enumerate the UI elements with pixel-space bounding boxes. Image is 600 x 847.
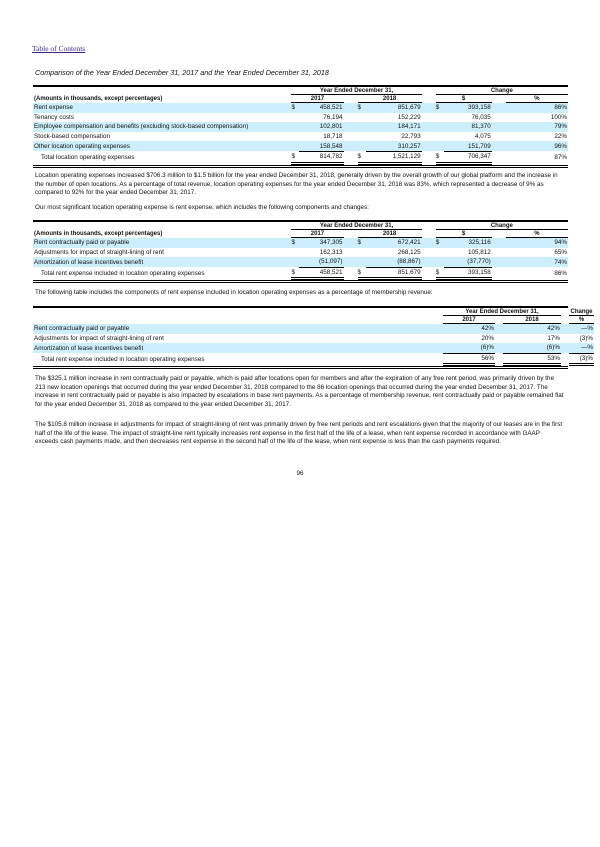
spacer	[492, 103, 506, 113]
currency-symbol	[436, 257, 444, 267]
value-2018: 152,229	[397, 113, 421, 121]
value-pct-change: 65%	[554, 248, 567, 256]
spacer	[495, 324, 503, 334]
col-2017: 2017	[291, 230, 343, 238]
spacer	[435, 324, 443, 334]
col-2018: 2018	[358, 95, 422, 103]
col-2018: 2018	[503, 316, 561, 324]
spacer	[495, 334, 503, 344]
value-pct-change: 79%	[506, 122, 568, 132]
spacer	[492, 151, 506, 163]
spacer	[492, 230, 506, 238]
table-row	[33, 103, 568, 113]
value-change: 325,116	[444, 238, 492, 248]
spacer	[422, 132, 436, 142]
spacer	[492, 257, 506, 267]
header-row	[33, 308, 594, 316]
value-2018: 22,793	[401, 133, 421, 141]
rent-percentage-table	[33, 306, 593, 369]
currency-symbol	[358, 122, 366, 132]
col-pct-change: %	[506, 230, 568, 238]
paragraph-percentage-intro: The following table includes the components of rent expense included in location operating expenses as a percentage of membership revenue:	[35, 289, 433, 296]
value-2017: 347,305	[299, 238, 343, 248]
spacer	[492, 267, 506, 279]
spacer	[33, 316, 435, 324]
value-change: 393,158	[444, 267, 492, 279]
currency-symbol	[291, 122, 299, 132]
currency-symbol	[291, 132, 299, 142]
location-operating-expenses-table	[33, 85, 568, 168]
spacer	[495, 353, 503, 365]
spacer	[492, 122, 506, 132]
section-heading: Comparison of the Year Ended December 31, 2017 and the Year Ended December 31, 2018	[35, 68, 329, 77]
value-2018: 184,171	[366, 122, 422, 132]
total-row	[33, 267, 568, 279]
currency-symbol: $	[358, 151, 366, 163]
rent-expense-table	[33, 220, 568, 283]
spacer	[422, 222, 436, 230]
value-pct-change: 87%	[554, 153, 567, 161]
currency-symbol: $	[358, 103, 366, 113]
row-label: Employee compensation and benefits (excluding stock-based compensation)	[33, 122, 291, 132]
spacer	[561, 324, 569, 334]
row-label: Rent expense	[33, 103, 291, 113]
spacer	[344, 103, 358, 113]
value-2017: 18,718	[323, 133, 343, 141]
paragraph-rent-intro: Our most significant location operating expense is rent expense, which includes the following components and changes:	[35, 204, 369, 211]
value-2018: 268,125	[397, 248, 421, 256]
change-header: Change	[436, 222, 568, 230]
spacer	[344, 257, 358, 267]
value-pct-change: (3)%	[579, 334, 593, 342]
change-header: Change	[570, 308, 593, 315]
paragraph-location-expenses: Location operating expenses increased $706.3 million to $1.5 billion for the year ended December 31, 2018, generally driven by the overall growth of our global platform and the increase in the number of open locations. As a percentage of total revenue, location operating expenses for the year ended December 31, 2018 was 83%, which represented a decrease of 9% as compared to 92% for the year ended December 31, 2017.	[35, 172, 558, 197]
value-2017: 814,782	[299, 151, 343, 163]
col-pct-change: %	[506, 95, 568, 103]
spacer	[435, 343, 443, 353]
table-row	[33, 324, 594, 334]
table-row	[33, 113, 568, 123]
spacer	[561, 316, 569, 324]
paragraph-straight-lining: The $105.8 million increase in adjustments for impact of straight-lining of rent was primarily driven by free rent periods and rent escalations given that the majority of our leases are in the first half of the life of the lease. The impact of straight-line rent typically increases rent expense in the first half of the life of a lease, when rent expense recorded in accordance with GAAP exceeds cash payments made, and then decreases rent expense in the second half of the life of the lease, when rent expense is less than the cash payments required.	[35, 421, 563, 446]
currency-symbol: $	[291, 151, 299, 163]
value-2018: 310,257	[366, 141, 422, 151]
amounts-label: (Amounts in thousands, except percentages)	[34, 95, 163, 102]
table-row	[33, 238, 568, 248]
spacer	[492, 141, 506, 151]
value-2018: 53%	[503, 353, 561, 365]
header-row	[33, 316, 594, 324]
spacer	[492, 238, 506, 248]
value-change: 81,370	[444, 122, 492, 132]
currency-symbol	[291, 248, 299, 258]
year-ended-header: Year Ended December 31,	[291, 222, 421, 230]
value-change: 76,035	[471, 113, 491, 121]
value-pct-change: 74%	[506, 257, 568, 267]
change-header: Change	[436, 87, 568, 95]
row-label: Amortization of lease incentives benefit	[33, 257, 291, 267]
table-row	[33, 122, 568, 132]
value-pct-change: (3)%	[569, 353, 594, 365]
currency-symbol	[436, 141, 444, 151]
value-change: 151,709	[444, 141, 492, 151]
col-2017: 2017	[291, 95, 343, 103]
value-2018: 42%	[503, 324, 561, 334]
currency-symbol: $	[436, 267, 444, 279]
spacer	[561, 308, 569, 316]
spacer	[492, 95, 506, 103]
spacer	[422, 151, 436, 163]
value-2018: (88,867)	[366, 257, 422, 267]
header-row	[33, 230, 568, 238]
currency-symbol	[291, 113, 299, 123]
value-2017: 56%	[443, 353, 495, 365]
paragraph-rent-contractual: The $325.1 million increase in rent contractually paid or payable, which is paid after locations open for members and after the expiration of any free rent period, was primarily driven by the 213 new location openings that occurred during the year ended December 31, 2018 compared to the 86 location openings that occurred during the year ended December 31, 2017. The increase in rent contractually paid or payable is also impacted by escalations in base rent payments. As a percentage of membership revenue, rent contractually paid or payable remained flat for the year ended December 31, 2018 as compared to the year ended December 31, 2017.	[35, 375, 564, 408]
value-pct-change: 94%	[506, 238, 568, 248]
value-2017: 42%	[443, 324, 495, 334]
currency-symbol: $	[436, 238, 444, 248]
row-label: Rent contractually paid or payable	[33, 324, 435, 334]
col-dollar-change: $	[436, 95, 492, 103]
row-label: Total rent expense included in location operating expenses	[41, 269, 205, 277]
col-dollar-change: $	[436, 230, 492, 238]
spacer	[492, 248, 506, 258]
row-label: Total rent expense included in location operating expenses	[41, 355, 205, 363]
spacer	[495, 343, 503, 353]
value-2017: 162,313	[319, 248, 343, 256]
value-change: 105,812	[468, 248, 491, 256]
row-label: Total location operating expenses	[41, 153, 135, 161]
currency-symbol	[436, 132, 444, 142]
spacer	[344, 267, 358, 279]
currency-symbol	[358, 141, 366, 151]
value-pct-change: 86%	[506, 103, 568, 113]
row-label: Other location operating expenses	[33, 141, 291, 151]
value-2017: (51,097)	[299, 257, 343, 267]
spacer	[344, 141, 358, 151]
value-2017: 458,521	[299, 267, 343, 279]
spacer	[344, 95, 358, 103]
currency-symbol: $	[291, 103, 299, 113]
value-2018: 672,421	[366, 238, 422, 248]
spacer	[435, 308, 443, 316]
currency-symbol: $	[291, 238, 299, 248]
value-2018: (6)%	[503, 343, 561, 353]
page-number: 96	[296, 470, 304, 477]
value-change: (37,770)	[444, 257, 492, 267]
amounts-label: (Amounts in thousands, except percentages)	[34, 230, 163, 237]
row-label: Amortization of lease incentives benefit	[33, 343, 435, 353]
total-row	[33, 151, 568, 163]
header-row	[33, 87, 568, 95]
spacer	[435, 316, 443, 324]
row-label: Tenancy costs	[34, 113, 74, 121]
spacer	[561, 334, 569, 344]
spacer	[492, 132, 506, 142]
table-row	[33, 343, 594, 353]
table-row	[33, 132, 568, 142]
currency-symbol: $	[436, 151, 444, 163]
spacer	[33, 222, 291, 230]
col-2017: 2017	[443, 316, 495, 324]
currency-symbol	[358, 113, 366, 123]
year-ended-header: Year Ended December 31,	[291, 87, 421, 95]
value-pct-change: 22%	[554, 133, 567, 141]
spacer	[422, 103, 436, 113]
spacer	[492, 113, 506, 123]
row-label: Stock-based compensation	[34, 133, 110, 141]
spacer	[422, 141, 436, 151]
currency-symbol	[436, 113, 444, 123]
table-of-contents-link[interactable]: Table of Contents	[32, 44, 86, 53]
currency-symbol	[436, 122, 444, 132]
currency-symbol: $	[358, 267, 366, 279]
table-row	[33, 257, 568, 267]
value-2017: 458,521	[299, 103, 343, 113]
currency-symbol	[358, 132, 366, 142]
value-2017: 20%	[481, 334, 494, 342]
spacer	[422, 113, 436, 123]
value-2017: 158,548	[299, 141, 343, 151]
spacer	[495, 316, 503, 324]
currency-symbol	[436, 248, 444, 258]
value-2017: 76,194	[323, 113, 343, 121]
value-pct-change: 86%	[554, 269, 567, 277]
table-row	[33, 334, 594, 344]
spacer	[561, 353, 569, 365]
currency-symbol: $	[436, 103, 444, 113]
spacer	[344, 122, 358, 132]
spacer	[422, 257, 436, 267]
currency-symbol: $	[291, 267, 299, 279]
spacer	[344, 113, 358, 123]
spacer	[422, 238, 436, 248]
currency-symbol	[358, 248, 366, 258]
value-2017: 102,801	[299, 122, 343, 132]
spacer	[344, 132, 358, 142]
col-pct-change: %	[569, 316, 594, 324]
year-ended-header: Year Ended December 31,	[443, 308, 561, 316]
currency-symbol	[291, 141, 299, 151]
table-row	[33, 248, 568, 258]
value-change: 393,158	[444, 103, 492, 113]
value-2018: 17%	[547, 334, 560, 342]
value-pct-change: 96%	[506, 141, 568, 151]
spacer	[435, 353, 443, 365]
value-2018: 1,521,129	[366, 151, 422, 163]
value-2018: 851,679	[366, 267, 422, 279]
value-change: 706,347	[444, 151, 492, 163]
value-pct-change: 100%	[550, 113, 567, 121]
spacer	[344, 248, 358, 258]
table-row	[33, 141, 568, 151]
spacer	[422, 248, 436, 258]
currency-symbol	[358, 257, 366, 267]
spacer	[422, 122, 436, 132]
spacer	[344, 238, 358, 248]
currency-symbol	[291, 257, 299, 267]
spacer	[33, 308, 435, 316]
spacer	[33, 87, 291, 95]
currency-symbol: $	[358, 238, 366, 248]
value-pct-change: —%	[569, 343, 594, 353]
spacer	[344, 230, 358, 238]
col-2018: 2018	[358, 230, 422, 238]
row-label: Rent contractually paid or payable	[33, 238, 291, 248]
value-2018: 851,679	[366, 103, 422, 113]
row-label: Adjustments for impact of straight-lining of rent	[34, 248, 164, 256]
value-pct-change: —%	[569, 324, 594, 334]
spacer	[422, 267, 436, 279]
total-row	[33, 353, 594, 365]
value-2017: (6)%	[443, 343, 495, 353]
spacer	[422, 230, 436, 238]
spacer	[344, 151, 358, 163]
header-row	[33, 95, 568, 103]
spacer	[422, 87, 436, 95]
spacer	[422, 95, 436, 103]
value-change: 4,075	[475, 133, 491, 141]
spacer	[561, 343, 569, 353]
row-label: Adjustments for impact of straight-lining of rent	[34, 334, 164, 342]
spacer	[435, 334, 443, 344]
header-row	[33, 222, 568, 230]
